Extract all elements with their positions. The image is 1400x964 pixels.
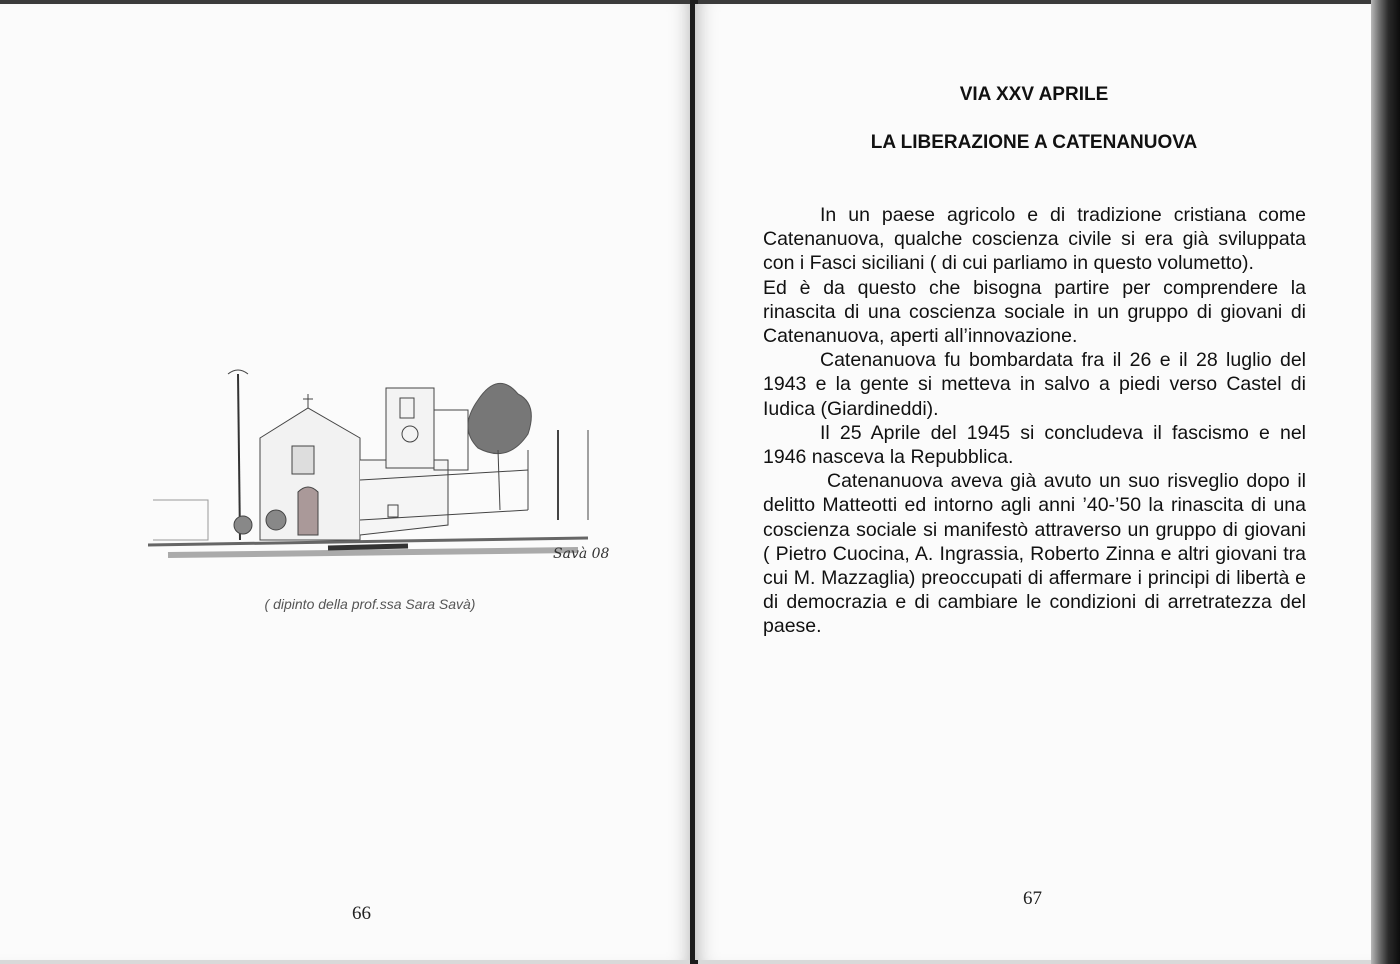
chapter-subtitle: LA LIBERAZIONE A CATENANUOVA bbox=[870, 132, 1198, 153]
page-number-right: 67 bbox=[1023, 888, 1042, 909]
paragraph: Catenanuova fu bombardata fra il 26 e il 28 luglio del 1943 e la gente si metteva in salvo a piedi verso Castel di Iudica (Giardineddi). bbox=[763, 349, 1306, 420]
chapter-body bbox=[763, 203, 1306, 639]
illustration-caption: ( dipinto della prof.ssa Sara Savà) bbox=[264, 596, 476, 612]
paragraph: In un paese agricolo e di tradizione cristiana come Catenanuova, qualche coscienza civile si era già sviluppata con i Fasci siciliani ( di cui parliamo in questo volumetto). bbox=[763, 204, 1306, 275]
chapter-title: VIA XXV APRILE bbox=[959, 84, 1109, 105]
artist-signature: Savà 08 bbox=[553, 546, 610, 562]
page-number-left: 66 bbox=[352, 903, 371, 924]
paragraph: Ed è da questo che bisogna partire per comprendere la rinascita di una coscienza sociale in un gruppo di giovani di Catenanuova, aperti all’innovazione. bbox=[763, 276, 1306, 348]
church-sketch-illustration bbox=[148, 360, 628, 570]
paragraph: Catenanuova aveva già avuto un suo risveglio dopo il delitto Matteotti ed intorno agli anni ’40-’50 la rinascita di una coscienza sociale si manifestò attraverso un gruppo di giovani ( Pietro Cuocina, A. Ingrassia, Roberto Zinna e altri giovani tra cui M. Mazzaglia) preoccupati di affermare i principi di libertà e di democrazia e di cambiare le condizioni di arretratezza del paese. bbox=[763, 470, 1306, 638]
left-page bbox=[0, 4, 692, 960]
scan-right-edge bbox=[1371, 0, 1400, 964]
paragraph: Il 25 Aprile del 1945 si concludeva il fascismo e nel 1946 nasceva la Repubblica. bbox=[763, 421, 1306, 469]
